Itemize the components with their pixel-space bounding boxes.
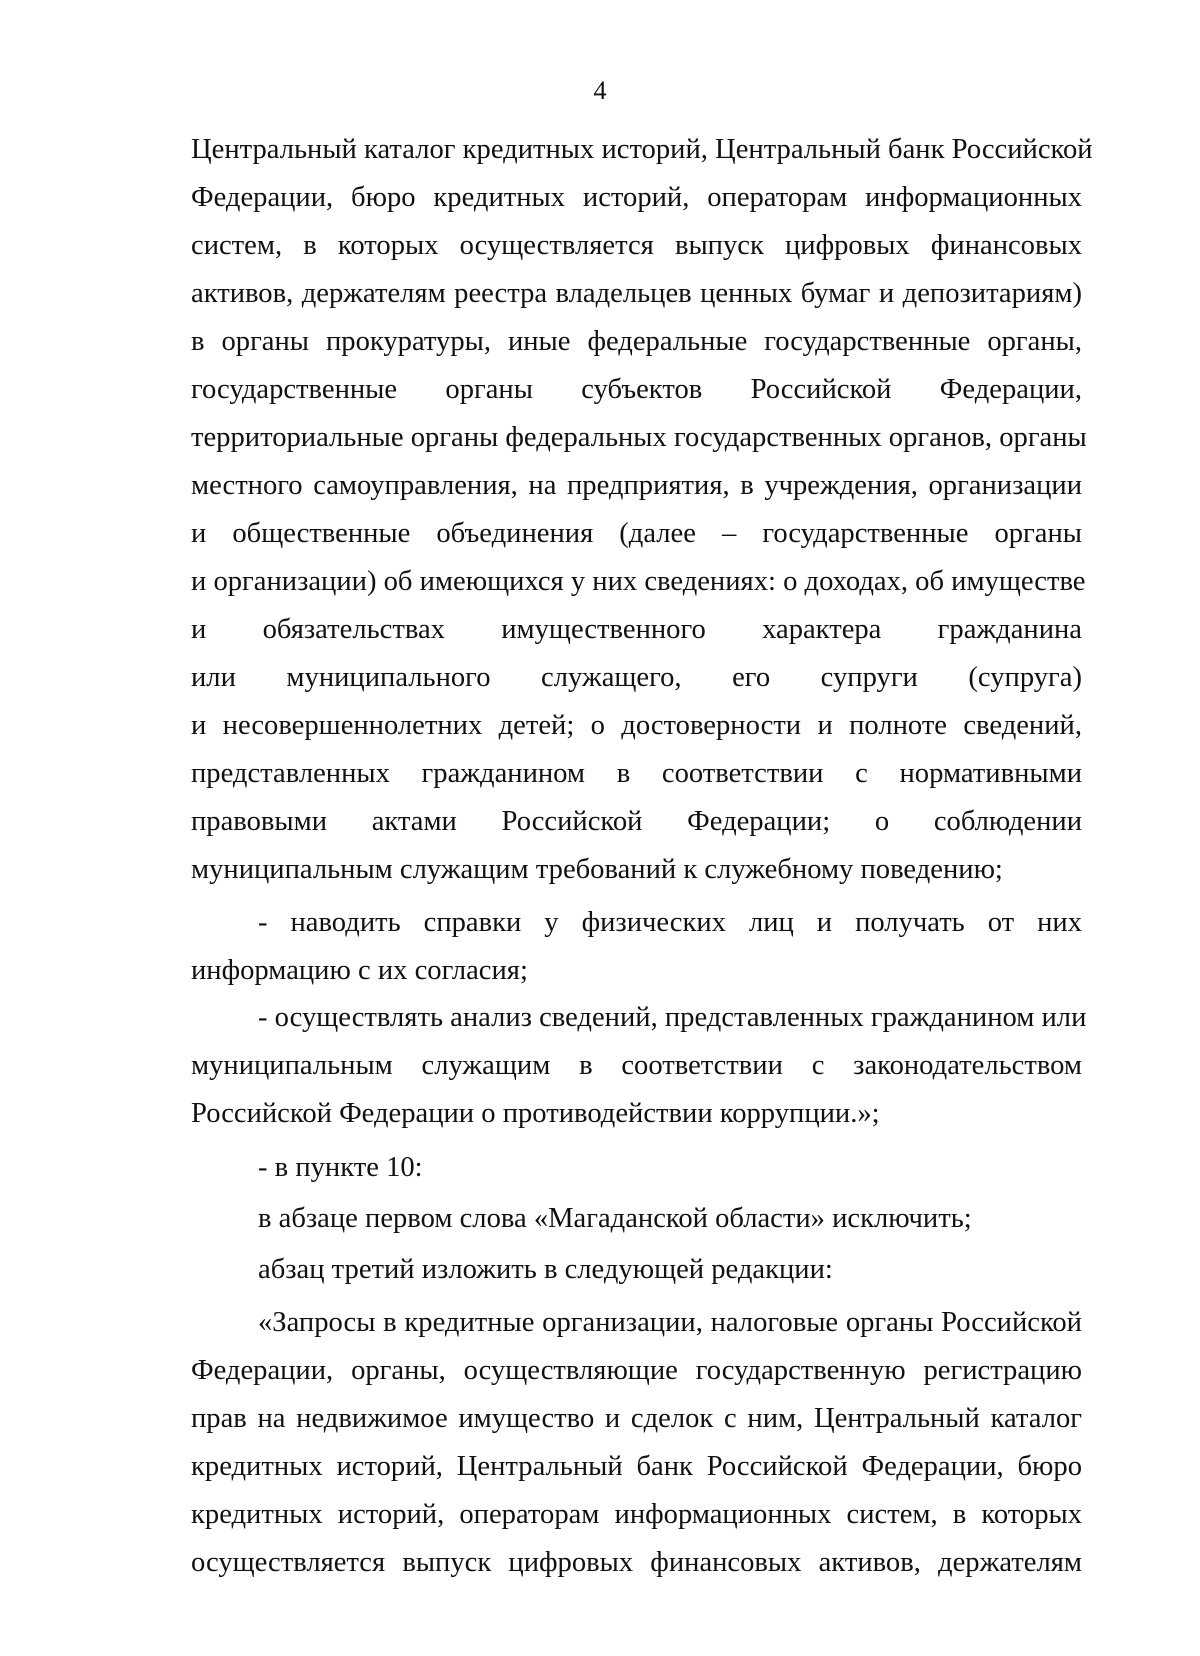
text-line: или муниципального служащего, его супруги (супруга) [191,662,1082,693]
text-line: и несовершеннолетних детей; о достоверности и полноте сведений, [191,710,1082,741]
text-line: муниципальным служащим требований к служебному поведению; [191,854,1003,885]
text-line: Федерации, органы, осуществляющие государственную регистрацию [191,1355,1082,1386]
text-line: территориальные органы федеральных государственных органов, органы [191,422,1087,453]
text-line: в органы прокуратуры, иные федеральные государственные органы, [191,326,1082,357]
text-line: информацию с их согласия; [191,955,528,986]
text-line: представленных гражданином в соответствии с нормативными [191,758,1082,789]
text-line: в абзаце первом слова «Магаданской области» исключить; [258,1203,972,1234]
text-line: - осуществлять анализ сведений, представленных гражданином или [258,1002,1087,1033]
text-line: правовыми актами Российской Федерации; о соблюдении [191,806,1082,837]
text-line: - наводить справки у физических лиц и получать от них [258,907,1082,938]
text-line: и обязательствах имущественного характера гражданина [191,614,1082,645]
text-line: государственные органы субъектов Российской Федерации, [191,374,1082,405]
text-line: прав на недвижимое имущество и сделок с ним, Центральный каталог [191,1403,1082,1434]
text-line: активов, держателям реестра владельцев ценных бумаг и депозитариям) [191,278,1082,309]
text-line: систем, в которых осуществляется выпуск цифровых финансовых [191,230,1082,261]
page-number: 4 [593,76,607,105]
text-line: и организации) об имеющихся у них сведениях: о доходах, об имуществе [191,566,1086,597]
text-line: местного самоуправления, на предприятия, в учреждения, организации [191,470,1082,501]
text-line: Федерации, бюро кредитных историй, операторам информационных [191,182,1082,213]
text-line: Центральный каталог кредитных историй, Центральный банк Российской [191,134,1093,165]
text-line: - в пункте 10: [258,1152,423,1183]
text-line: абзац третий изложить в следующей редакции: [258,1254,833,1285]
text-line: и общественные объединения (далее – государственные органы [191,518,1082,549]
text-line: «Запросы в кредитные организации, налоговые органы Российской [258,1307,1082,1338]
text-line: муниципальным служащим в соответствии с законодательством [191,1050,1082,1081]
text-line: Российской Федерации о противодействии коррупции.»; [191,1098,880,1129]
text-line: кредитных историй, операторам информационных систем, в которых [191,1499,1082,1530]
text-line: кредитных историй, Центральный банк Российской Федерации, бюро [191,1451,1082,1482]
text-line: осуществляется выпуск цифровых финансовых активов, держателям [191,1547,1082,1578]
